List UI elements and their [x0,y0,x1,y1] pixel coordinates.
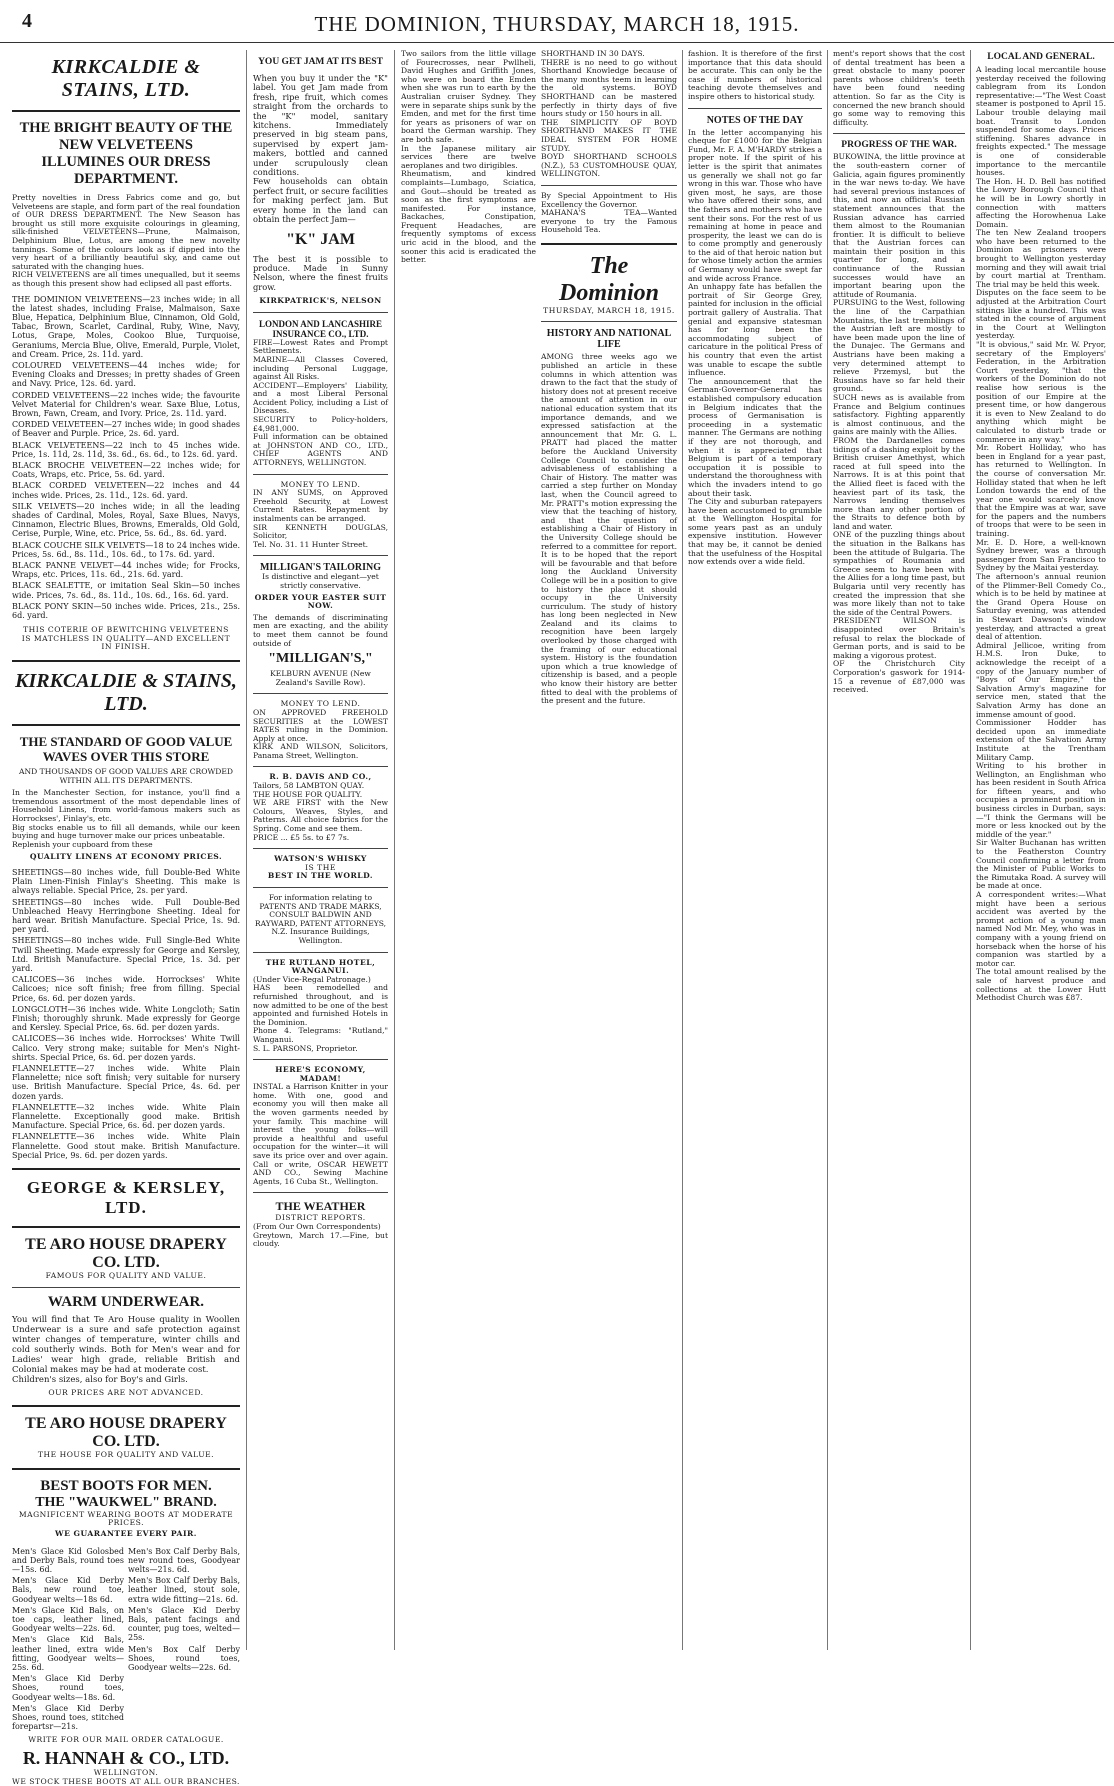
velveteens-list [12,295,240,621]
weather-body: (From Our Own Correspondents) Greytown, March 17.—Fine, but cloudy. [253,1222,388,1249]
velveteen-item: BLACK BROCHE VELVETEEN—22 inches wide; for Coats, Wraps, etc. Price, 5s. 6d. yard. [12,460,240,480]
linen-item: CALICOES—36 inches wide. Horrockses' White Twill Calico. Very strong make; suitable for Men's Night-shirts. Special Price, 6s. 6d. per dozen yards. [12,1034,240,1062]
boot-item: Men's Glace Kid Derby Bals, new round toe, Goodyear welts—18s 6d. [12,1576,124,1604]
divider [12,1405,240,1407]
k-jam-body: When you buy it under the "K" label. You get Jam made from fresh, ripe fruit, which comes straight from the orchards to the "K" model, sanitary kitchens. Immediately preserved in big steam pans, supervised by expert jam-makers, bottled and canned under scrupulously clean conditions. Few households can obtain perfect fruit, or secure facilities for making perfect jam. But every home in the land can obtain the perfect Jam— [253,73,388,225]
divider [12,1468,240,1470]
paper-masthead: The Dominion [558,252,660,306]
velveteen-item: BLACK PANNE VELVET—44 inches wide; for Frocks, Wraps, etc. Prices, 11s. 6d., 21s. 6d. yard. [12,561,240,580]
notes-body: In the letter accompanying his cheque for £1000 for the Belgian Fund, Mr. F. A. M'HARDY strikes a proper note. If the spirit of his letter is the spirit that animates us generally we shall not go far wrong in this war. Those who have given most, he says, are those who have offered their sons, and the fathers and mothers who have sent their sons. For the rest of us remaining at home in peace and prosperity, the least we can do is to come promptly and generously to the aid of that heroic nation but for whose timely action the armies of Germany would have swept far and wide across France. An unhappy fate has befallen the portrait of Sir George Grey, painted for inclusion in the official portrait gallery of Australia. That genial and expansive statesman has for long been the accommodating subject of caricature in the political Press of his country that even the artist was unable to escape the subtle influence. The announcement that the German-Governor-General has established compulsory education in Belgium indicates that the process of Germanisation is proceeding in a systematic manner. The Germans are nothing if they are not thorough, and when it is appreciated that Belgium is part of a temporary occupation it is possible to understand the thoroughness with which the invaders intend to go about their task. The City and suburban ratepayers have been accustomed to grumble at the Wellington Hospital for some years past as an unduly expensive institution. However that may be, it cannot be denied that the usefulness of the Hospital now extends over a wide field. [688,127,822,567]
column-1 [12,50,240,1786]
good-value-subhead: AND THOUSANDS OF GOOD VALUES ARE CROWDED WITHIN ALL ITS DEPARTMENTS. [19,767,233,785]
column-4 [688,50,822,1650]
shorthand-ad: SHORTHAND IN 30 DAYS. THERE is no need to go without Shorthand Knowledge because of the many months teem in learning the old systems. BOYD SHORTHAND can be mastered perfectly in thirty days of five hours study or 150 hours in all. THE SIMPLICITY OF BOYD SHORTHAND MAKES IT THE IDEAL SYSTEM FOR HOME STUDY. BOYD SHORTHAND SCHOOLS (N.Z.), 53 CUSTOMHOUSE QUAY, WELLINGTON. [541,49,677,179]
linen-item: LONGCLOTH—36 inches wide. White Longcloth; Satin Finish; thoroughly shrunk. Made expressly for George and Kersley. Special Price, 6s. 6d. per dozen yards. [12,1004,240,1033]
column-rule [394,50,395,1650]
local-general-body: A leading local mercantile house yesterday received the following cablegram from its London representative:—"The West Coast steamer is postponed to April 15. Labour trouble delaying mail boat. Transit to London suspended for some days. Prices stiffening. Shares advance in freights expected." The message is one of considerable importance to the mercantile houses. The Hon. H. D. Bell has notified the Lowry Borough Council that he will be in Lowry shortly in connection with matters affecting the Horowhenua Lake Domain. The ten New Zealand troopers who have been returned to the Dominion as prisoners were brought to Wellington yesterday morning and they will await trial by court martial at Trentham. The trial may be held this week. Disputes on the face seem to be adjusted at the Arbitration Court sittings like a hundred. This was stated in the course of argument in the Court at Wellington yesterday. "It is obvious," said Mr. W. Pryor, secretary of the Employers' Federation, in the Arbitration Court yesterday, "that the workers of the Dominion do not realise how serious is the position of our Empire at the present time, or how dangerous it is even to New Zealand to do anything which might be calculated to disturb trade or commerce in any way." Mr. Robert Holliday, who has been in England for a year past, has returned to Wellington. In the course of conversation Mr. Holliday stated that when he left London towards the end of the year one would scarcely know that the Empire was at war, save for the papers and the numbers of troops that were to be seen in training. Mr. E. D. Hore, a well-known Sydney brewer, was a through passenger from San Francisco to Sydney by the Maitai yesterday. The afternoon's annual reunion of the Plimmer-Bell Comedy Co., which is to be held by matinee at the Grand Opera House on Saturday evening, was attended in Stewart Dawson's window yesterday, and attracted a great deal of attention. Admiral Jellicoe, writing from H.M.S. Iron Duke, to acknowledge the receipt of a copy of the January number of "Boys of Our Empire," the Salvation Army's magazine for service men, stated that the Salvation Army has done an immense amount of good. Commissioner Hodder has decided upon an immediate extension of the Salvation Army Institute at the Trentham Military Camp. Writing to his brother in Wellington, an Englishman who has been resident in South Africa for fifteen years, and who occupies a prominent position in business circles in Durban, says:—"I think the Germans will be more or less knocked out by the middle of the year." Sir Walter Buchanan has written to the Featherston Country Council confirming a letter from the Minister of Public Works to the Rimutaka Road. A survey will be made at once. A correspondent writes:—What might have been a serious accident was averted by the prompt action of a young man named Nod Mr. Mey, who was in company with a young friend on horseback when the horse of his companion was startled by a motor car. The total amount realised by the sale of harvest produce and collections at the Lower Hutt Methodist Church was £87. [976,65,1106,1003]
watson-line-1: WATSON'S WHISKY [274,854,367,864]
velveteen-item: BLACK PONY SKIN—50 inches wide. Prices, 21s., 25s. 6d. yard. [12,601,240,621]
divider [253,952,388,953]
milligan-title: MILLIGAN'S TAILORING [259,562,382,574]
velveteens-closing: THIS COTERIE OF BEWITCHING VELVETEENS IS MATCHLESS IN QUALITY—AND EXCELLENT IN FINISH. [21,625,231,652]
best-boots-headline: BEST BOOTS FOR MEN. [40,1477,212,1494]
warm-underwear-headline: WARM UNDERWEAR. [47,1293,205,1310]
insurance-body: FIRE—Lowest Rates and Prompt Settlements. MARINE—All Classes Covered, including Personal Luggage, against All Risks. ACCIDENT—Employers' Liability, and a most Liberal Personal Accident Policy, including a List of Diseases. SECURITY to Policy-holders, £4,981,000. Full information can be obtained at JOHNSTON AND CO., LTD., CHIEF AGENTS AND ATTORNEYS, WELLINGTON. [253,337,388,468]
rutland-name: THE RUTLAND HOTEL, WANGANUI. [265,957,376,976]
mail-order-line: WRITE FOR OUR MAIL ORDER CATALOGUE. [28,1735,224,1745]
local-general-title: LOCAL AND GENERAL. [987,52,1095,62]
boot-item: Men's Glace Kid Derby Bals, patent facings and counter, pug toes, welted—25s. [128,1605,240,1643]
page-number: 4 [22,10,32,32]
column-5-top-article: ment's report shows that the cost of dental treatment has been a great obstacle to many poorer parents whose children's teeth have been found needing attention. So far as the City is concerned the new branch should go some way to removing this difficulty. [833,49,965,127]
velveteen-item: CORDED VELVETEEN—27 inches wide; in good shades of Beaver and Purple. Price, 2s. 6d. yard. [12,420,240,439]
page-header [0,0,1114,43]
divider [12,724,240,726]
column-rule [682,50,683,1650]
weather-title: THE WEATHER [275,1199,366,1214]
column-6 [976,50,1106,1650]
davis-body: Tailors, 58 LAMBTON QUAY. THE HOUSE FOR QUALITY. WE ARE FIRST with the New Colours, Weaves, Styles, and Patterns. All choice fabrics for the Spring. Come and see them. PRICE ... £5 5s. to £7 7s. [253,781,388,842]
divider [688,108,822,109]
boots-list-right [128,1547,240,1734]
linen-item: FLANNELETTE—32 inches wide. White Plain Flannelette. Exceptionally good make. British Manufacture. Special Price, 6s. 6d. per dozen yards. [12,1102,240,1131]
milligan-sub: Is distinctive and elegant—yet strictly conservative. [262,572,379,590]
warm-underwear-footer: OUR PRICES ARE NOT ADVANCED. [48,1387,204,1397]
weather-sub: DISTRICT REPORTS. [275,1213,366,1223]
linens-list-title: QUALITY LINENS AT ECONOMY PRICES. [29,852,223,862]
velveteen-item: CORDED VELVETEENS—22 inches wide; the favourite Velvet Material for Children's wear. Saxe Blue, Lotus, Brown, Fawn, Cream, and Ivory. Price, 2s. 11d. yard. [12,390,240,418]
column-3 [401,50,536,1650]
boots-list [12,1541,240,1734]
velveteen-item: BLACK SEALETTE, or imitation Seal Skin—50 inches wide. Prices, 7s. 6d., 8s. 11d., 10s. 6d., 16s. 6d. yard. [12,581,240,600]
milligan-body: The demands of discriminating men are exacting, and the ability to meet them cannot be found outside of [253,612,388,648]
notes-title: NOTES OF THE DAY [706,114,804,126]
kirkcaldie-brand-2: KIRKCALDIE & STAINS, LTD. [15,670,237,716]
hannah-brand: R. HANNAH & CO., LTD. [22,1748,230,1769]
editorial-title: HISTORY AND NATIONAL LIFE [546,328,672,351]
davis-name: R. B. DAVIS AND CO., [269,772,372,782]
divider [12,1226,240,1228]
waukwel-brand-line: THE "WAUKWEL" BRAND. [35,1494,217,1510]
boots-guarantee: WE GUARANTEE EVERY PAIR. [55,1529,197,1539]
paper-dateline: THURSDAY, MARCH 18, 1915. [543,305,675,315]
divider [253,693,388,694]
column-4-top-article: fashion. It is therefore of the first importance that this data should be accurate. This can only be the case if numbers of historical teaching devote themselves and inspire others to historical study. [688,49,822,101]
boots-list-left [12,1547,124,1734]
linen-item: FLANNELETTE—36 inches wide. White Plain Flannelette. Good stout make. British Manufacture. Special Price, 9s. 6d. per dozen yards. [12,1132,240,1160]
linens-list [12,868,240,1160]
linen-item: SHEETINGS—80 inches wide. Full Single-Bed White Twill Sheeting. Made expressly for George and Kersley, Ltd. British Manufacture. Special Price, 1s. 3d. per yard. [12,936,240,973]
divider [541,243,677,245]
boots-subhead: MAGNIFICENT WEARING BOOTS AT MODERATE PRICES. [18,1509,234,1528]
linen-item: FLANNELETTE—27 inches wide. White Plain Flannelette; nice soft finish; very suitable for nursery use. British Manufacture. Special Price, 4s. 6d. per dozen yards. [12,1064,240,1101]
linen-item: SHEETINGS—80 inches wide. Full Double-Bed Unbleached Heavy Herringbone Sheeting. Ideal for hard wear. British Manufacture. Special Price, 1s. 9d. per yard. [12,897,240,935]
insurance-name: LONDON AND LANCASHIRE INSURANCE CO., LTD. [258,318,383,339]
te-aro-tagline-1: FAMOUS FOR QUALITY AND VALUE. [45,1271,207,1281]
velveteen-item: THE DOMINION VELVETEENS—23 inches wide; in all the latest shades, including Fraise, Malmaison, Saxe Blue, Hepatica, Delphinium Blue, Cinnamon, Old Gold, Tabac, Brown, Scarlet, Cardinal, Ruby, Wine, Navy, Lotus, Grape, Moles, Cookoo Blue, Turquoise, Geraniums, Mercia Blue, Olive, Emerald, Purple, Violet, and Cream. Price, 2s. 11d. yard. [12,294,240,359]
divider [12,1287,240,1288]
money-to-lend-1-title: MONEY TO LEND. [280,479,361,489]
divider [833,133,965,134]
boot-item: Men's Glace Kid Golosbed and Derby Bals, round toes—15s. 6d. [12,1546,124,1575]
rutland-body: (Under Vice-Regal Patronage.) HAS been remodelled and refurnished throughout, and is now admitted to be one of the best appointed and furnished Hotels in the Dominion. Phone 4. Telegrams: "Rutland," Wanganui. S. L. PARSONS, Proprietor. [253,974,388,1053]
progress-body: BUKOWINA, the little province at the south-eastern corner of Galicia, again figures prominently in the war news to-day. We have had several previous instances of this, and now an official Russian statement announces that the Russian advance has carried them almost to the Roumanian frontier. It is difficult to believe that the Austrian forces can maintain their position in this quarter for long, and a continuance of the Russian successes would have an important bearing upon the attitude of Roumania. PURSUING to the West, following the line of the Carpathian Mountains, the last tremblings of the Austrian left are mostly to have been made upon the line of the Dunajec. The Germans and Austrians have been making a very determined attempt to relieve Przemysl, but the Russians have so far held their ground. SUCH news as is available from France and Belgium continues satisfactory. Fighting apparently is almost continuous, and the gains are mainly with the Allies. FROM the Dardanelles comes tidings of a dashing exploit by the British cruiser Amethyst, which raced at full speed into the Narrows. It is at this point that the Allied fleet is faced with the heaviest part of its task, the Narrows lending themselves more than any other portion of the Straits to defence both by land and water. ONE of the puzzling things about the situation in the Balkans has been the attitude of Bulgaria. The sympathies of Roumania and Greece seem to have been with the Allies for a long time past, but Bulgaria until very recently has created the impression that she was more likely than not to take the side of the Central Powers. PRESIDENT WILSON is disappointed over Britain's refusal to relax the blockade of German ports, and is said to be making a vigorous protest. OF the Christchurch City Corporation's gaswork for 1914-15 a revenue of £87,000 was received. [833,152,965,695]
economy-title: HERE'S ECONOMY, MADAM! [275,1065,366,1083]
money-to-lend-2-body: ON APPROVED FREEHOLD SECURITIES at the LOWEST RATES ruling in the Dominion. Apply at once. KIRK AND WILSON, Solicitors, Panama Street, Wellington. [253,707,388,760]
boot-item: Men's Glace Kid Bals, on toe caps, leather lined, Goodyear welts—22s. 6d. [12,1605,124,1634]
warm-underwear-body: You will find that Te Aro House quality in Woollen Underwear is a sure and safe protection against winter changes of temperature, winter chills and cold southerly winds. Both for Men's wear and for Ladies' wear high grade, reliable British and Colonial makes may be had at moderate cost. Children's sizes, also for Boy's and Girls. [12,1314,240,1385]
george-kersley-brand: GEORGE & KERSLEY, LTD. [26,1178,226,1218]
editorial-body: AMONG three weeks ago we published an article in these columns in which attention was drawn to the fact that the study of history does not at present receive the amount of attention in our national education system that its importance demands, and we expressed satisfaction at the announcement that Mr. G. L. PRATT had placed the matter before the Auckland University College Council to consider the advisableness of establishing a Chair of History. The matter was carried a step further on Monday last, when the Council agreed to Mr. PRATT's motion expressing the view that the teaching of history, and that the question of establishing a Chair of History in the University College should be referred to a committee for report. It is to be hoped that the report will be favourable and that before long the Auckland University College will be in a position to give to history the place it should occupy in the University curriculum. The study of history has long been neglected in New Zealand and its claims to recognition have been largely overlooked by those charged with the framing of our educational system. History is the foundation upon which a true knowledge of citizenship is based, and a people who know their history are better fitted to deal with the problems of the present and the future. [541,352,677,706]
divider [541,185,677,186]
milligan-order: ORDER YOUR EASTER SUIT NOW. [254,592,387,611]
k-jam-tagline: The best it is possible to produce. Made in Sunny Nelson, where the finest fruits grow. [253,253,388,292]
patents-body: For information relating to PATENTS AND TRADE MARKS, CONSULT BALDWIN AND RAYWARD, PATENT ATTORNEYS, N.Z. Insurance Buildings, Wellington. [254,893,387,945]
te-aro-tagline-2: THE HOUSE FOR QUALITY AND VALUE. [37,1450,215,1460]
velveteen-item: BLACK CORDED VELVETEEN—22 inches and 44 inches wide. Prices, 2s. 11d., 12s. 6d. yard. [12,481,240,500]
hannah-city: WELLINGTON. [93,1768,159,1778]
linen-item: SHEETINGS—80 inches wide, full Double-Bed White Plain Linen-Finish Finlay's Sheeting. This make is always reliable. Special Price, 2s. per yard. [12,867,240,896]
divider [253,474,388,475]
linen-item: CALICOES—36 inches wide. Horrockses' White Calicoes; nice soft finish; free from filling. Special Price, 6s. 6d. per dozen yards. [12,975,240,1003]
money-to-lend-1-body: IN ANY SUMS, on Approved Freehold Security, at Lowest Current Rates. Repayment by instalments can be arranged. SIR KENNETH DOUGLAS, Solicitor, Tel. No. 31. 11 Hunter Street. [253,488,388,549]
boot-item: Men's Glace Kid Bals, leather lined, extra wide fitting, Goodyear welts—25s. 6d. [12,1635,124,1673]
te-aro-brand-1: TE ARO HOUSE DRAPERY CO. LTD. [25,1236,227,1272]
divider [12,1168,240,1170]
divider [12,110,240,112]
k-jam-brand: "K" JAM [286,230,355,248]
kirkcaldie-brand-1: KIRKCALDIE & STAINS, LTD. [51,56,201,101]
velveteens-headline: THE BRIGHT BEAUTY OF THE NEW VELVETEENS ILLUMINES OUR DRESS DEPARTMENT. [19,120,233,187]
good-value-intro: In the Manchester Section, for instance, you'll find a tremendous assortment of the most dependable lines of Household Linens, from world-famous makers such as Horrockses', Finlay's, etc. Big stocks enable us to fill all demands, while our keen buying and huge turnover make our prices unbeatable. Replenish your cupboard from these [12,788,240,849]
column-5 [833,50,965,1650]
mahana-tea-ad: By Special Appointment to His Excellency the Governor. MAHANA'S TEA—Wanted everyone to try the Famous Household Tea. [541,190,677,235]
boot-item: Men's Box Calf Derby Shoes, round toes, Goodyear welts—22s. 6d. [128,1644,240,1673]
watson-line-2: IS THE [305,862,336,872]
te-aro-brand-2: TE ARO HOUSE DRAPERY CO. LTD. [25,1415,227,1451]
velveteen-item: BLACK COUCHE SILK VELVETS—18 to 24 inches wide. Prices, 5s. 6d., 8s. 11d., 10s. 6d., to 17s. 6d. yard. [12,540,240,559]
column-rule [246,50,247,1650]
divider [253,555,388,556]
velveteen-item: BLACK VELVETEENS—22 inch to 45 inches wide. Price, 1s. 11d, 2s. 11d, 3s. 6d., 6s. 6d., to 12s. 6d. yard. [12,440,240,459]
page-masthead: THE DOMINION, THURSDAY, MARCH 18, 1915. [314,12,800,36]
watson-line-3: BEST IN THE WORLD. [267,871,374,881]
boot-item: Men's Box Calf Derby Bals, new round toes, Goodyear welts—21s. 6d. [128,1546,240,1575]
divider [253,312,388,313]
column-2 [253,50,388,1650]
column-3b [541,50,677,1650]
divider [253,1059,388,1060]
good-value-headline: THE STANDARD OF GOOD VALUE WAVES OVER THIS STORE [19,734,233,765]
k-jam-title: YOU GET JAM AT ITS BEST [258,57,383,67]
boot-item: Men's Box Calf Derby Bals, leather lined, stout sole, extra wide fitting—21s. 6d. [128,1576,240,1604]
boot-item: Men's Glace Kid Derby Shoes, round toes, stitched forepartsr—21s. [12,1703,124,1732]
boot-item: Men's Glace Kid Derby Shoes, round toes, Goodyear welts—18s. 6d. [12,1674,124,1702]
column-rule [827,50,828,1650]
milligan-brand: "MILLIGAN'S," [268,651,373,667]
velveteens-intro: Pretty novelties in Dress Fabrics come and go, but Velveteens are staple, and form part of the real foundation of OUR DRESS DEPARTMENT. The New Season has brought us still more exquisite colourings in gleaming, silk-finished VELVETEENS—Prune, Malmaison, Delphinium Blue, Lotus, are among the new novelty tannings. Some of the colours look as if dipped into the very heart of a brilliantly beautiful sky, and came out saturated with the changing hues. RICH VELVETEENS are all times unequalled, but it seems as though this present show had eclipsed all past efforts. [12,193,240,288]
column-rule [970,50,971,1650]
column-3-top-article: Two sailors from the little village of Fourecrosses, near Pwllheli, David Hughes and Griffith Jones, who were on board the Emden when she was run to earth by the Australian cruiser Sydney. They were in separate ships sunk by the Emden, and met for the first time for years as prisoners of war on board the German warship. They are both safe. In the Japanese military air services there are twelve aeroplanes and two dirigibles. Rheumatism, and kindred complaints—Lumbago, Sciatica, and Gout—should be treated as soon as the first symptoms are manifested. For instance, Backaches, Constipation, Frequent Headaches, are frequently symptoms of excess uric acid in the blood, and the sooner this acid is eradicated the better. [401,49,536,265]
economy-body: INSTAL a Harrison Knitter in your home. With one, good and economy you will then make all the woven garments needed by your family. This machine will interest the young folks—will provide a healthful and useful occupation for the winter—it will save its price over and over again. Call or write, OSCAR HEWETT AND CO., Sewing Machine Agents, 16 Cuba St., Wellington. [253,1082,388,1186]
money-to-lend-2-title: MONEY TO LEND. [280,699,361,709]
k-jam-maker: KIRKPATRICK'S, NELSON [259,296,382,306]
divider [253,1192,388,1193]
velveteen-item: COLOURED VELVETEENS—44 inches wide; for Evening Cloaks and Dresses; in pretty shades of Green and Navy. Price, 12s. 6d. yard. [12,360,240,389]
hannah-footer: WE STOCK THESE BOOTS AT ALL OUR BRANCHES. [12,1776,240,1786]
divider [253,848,388,849]
divider [12,660,240,662]
divider [253,887,388,888]
divider [253,766,388,767]
divider [541,321,677,322]
progress-title: PROGRESS OF THE WAR. [841,140,957,151]
velveteen-item: SILK VELVETS—20 inches wide; in all the leading shades of Cardinal, Moles, Royal, Saxe Blues, Navys, Cinnamon, Electric Blues, Browns, Emeralds, Old Gold, Cerise, Purple, Wine, etc. Price, 5s. 6d., 8s. 6d. yard. [12,501,240,539]
milligan-address: KELBURN AVENUE (New Zealand's Saville Row). [270,669,371,687]
